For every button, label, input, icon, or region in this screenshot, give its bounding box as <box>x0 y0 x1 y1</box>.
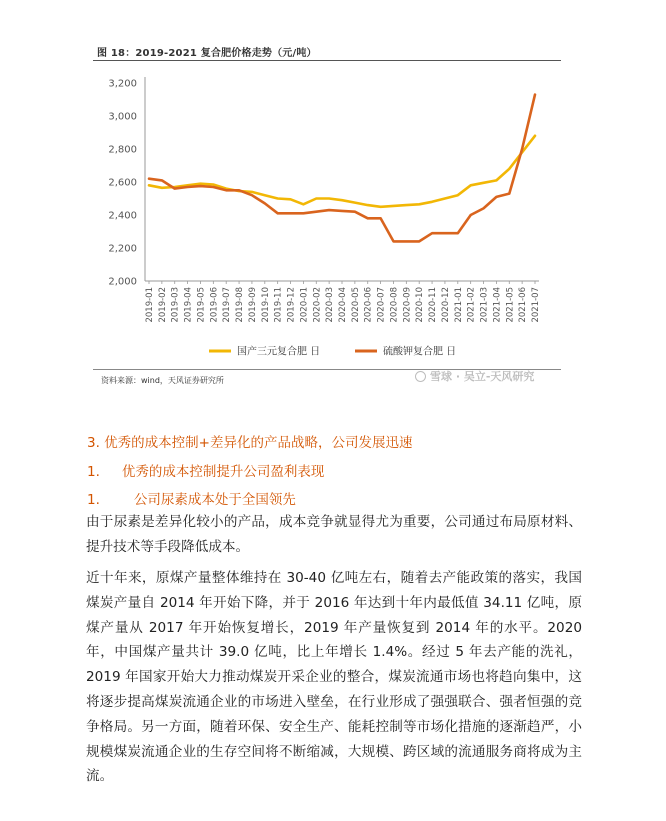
x-tick-label: 2020-08 <box>389 287 400 323</box>
watermark-text: 雪球 · 吴立-天风研究 <box>430 370 535 383</box>
sub-subsection-title: 公司尿素成本处于全国领先 <box>133 492 296 508</box>
y-tick-label: 3,000 <box>108 111 137 123</box>
legend-label-2: 硫酸钾复合肥 日 <box>383 346 457 358</box>
x-tick-label: 2020-03 <box>325 287 336 323</box>
x-tick-label: 2019-08 <box>235 287 246 323</box>
x-tick-label: 2019-12 <box>286 287 297 323</box>
sub-subsection-number: 1. <box>87 492 100 508</box>
chart-series <box>149 95 535 242</box>
x-tick-label: 2019-11 <box>273 287 284 323</box>
snowball-logo-icon <box>415 371 426 382</box>
chart-figure <box>93 34 561 396</box>
x-tick-label: 2019-07 <box>222 287 233 323</box>
y-tick-label: 2,000 <box>108 276 137 288</box>
x-tick-label: 2019-03 <box>170 287 181 323</box>
figure-source: 资料来源：wind，天风证券研究所 <box>101 376 224 385</box>
x-tick-label: 2019-10 <box>260 287 271 323</box>
x-tick-label: 2021-07 <box>531 287 541 323</box>
y-tick-labels <box>108 79 137 288</box>
x-tick-label: 2019-06 <box>209 287 220 323</box>
x-tick-label: 2020-11 <box>428 287 439 323</box>
x-tick-label: 2020-05 <box>350 287 361 323</box>
x-tick-label: 2020-12 <box>440 287 451 323</box>
y-tick-label: 3,200 <box>108 78 137 90</box>
x-tick-label: 2019-02 <box>157 287 168 323</box>
chart-axes <box>145 77 539 281</box>
watermark <box>415 368 534 384</box>
paragraph-cost-intro: 由于尿素是差异化较小的产品，成本竞争就显得尤为重要，公司通过布局原材料、提升技术等手段降低成本。 <box>86 514 582 555</box>
chart-legend <box>209 345 456 358</box>
x-tick-label: 2021-02 <box>466 287 477 323</box>
paragraph-coal-industry: 近十年来，原煤产量整体维持在 30-40 亿吨左右，随着去产能政策的落实，我国煤炭产量自 2014 年开始下降，并于 2016 年达到十年内最低值 34.11 亿吨，原煤产量从 2017 年开始恢复增长，2019 年产量恢复到 2014 年的水平。2020 年，中国煤产量共计 39.0 亿吨，比上年增长 1.4%。经过 5 年去产能的洗礼，2019 年国家开始大力推动煤炭开采企业的整合，煤炭流通市场也将趋向集中，这将逐步提高煤炭流通企业的市场进入壁垒，在行业形成了强强联合、强者恒强的竞争格局。另一方面，随着环保、安全生产、能耗控制等市场化措施的逐渐趋严，小规模煤炭流通企业的生存空间将不断缩减，大规模、跨区域的流通服务商将成为主流。 <box>86 570 582 785</box>
x-tick-label: 2019-04 <box>183 287 194 323</box>
x-tick-label: 2020-09 <box>402 287 413 323</box>
subsection-heading <box>87 460 324 480</box>
x-tick-label: 2020-02 <box>312 287 323 323</box>
x-tick-label: 2021-03 <box>479 287 490 323</box>
sub-subsection-heading <box>87 488 296 508</box>
y-tick-label: 2,200 <box>108 243 137 255</box>
x-tick-label: 2020-04 <box>338 287 348 323</box>
y-tick-label: 2,800 <box>108 144 137 156</box>
x-tick-label: 2021-04 <box>492 287 503 323</box>
x-tick-label: 2020-10 <box>415 287 426 323</box>
x-tick-label: 2020-07 <box>376 287 387 323</box>
y-tick-label: 2,600 <box>108 177 137 189</box>
x-tick-label: 2021-06 <box>518 287 529 323</box>
subsection-number: 1. <box>87 464 100 480</box>
figure-title: 图 18：2019-2021 复合肥价格走势（元/吨） <box>97 48 317 59</box>
subsection-title: 优秀的成本控制提升公司盈利表现 <box>121 464 325 480</box>
series-line-2 <box>149 95 535 242</box>
x-tick-label: 2020-01 <box>299 287 310 323</box>
x-tick-label: 2019-05 <box>196 287 207 323</box>
x-tick-label: 2021-01 <box>453 287 464 323</box>
y-tick-label: 2,400 <box>108 210 137 222</box>
x-tick-label: 2021-05 <box>505 287 516 323</box>
x-tick-labels <box>145 281 541 323</box>
x-tick-label: 2020-06 <box>363 287 374 323</box>
price-line-chart <box>93 61 561 369</box>
section-heading-3: 3. 优秀的成本控制+差异化的产品战略，公司发展迅速 <box>87 435 413 451</box>
legend-label-1: 国产三元复合肥 日 <box>237 346 321 358</box>
x-tick-label: 2019-01 <box>145 287 155 323</box>
x-tick-label: 2019-09 <box>247 287 258 323</box>
series-line-1 <box>149 136 535 207</box>
